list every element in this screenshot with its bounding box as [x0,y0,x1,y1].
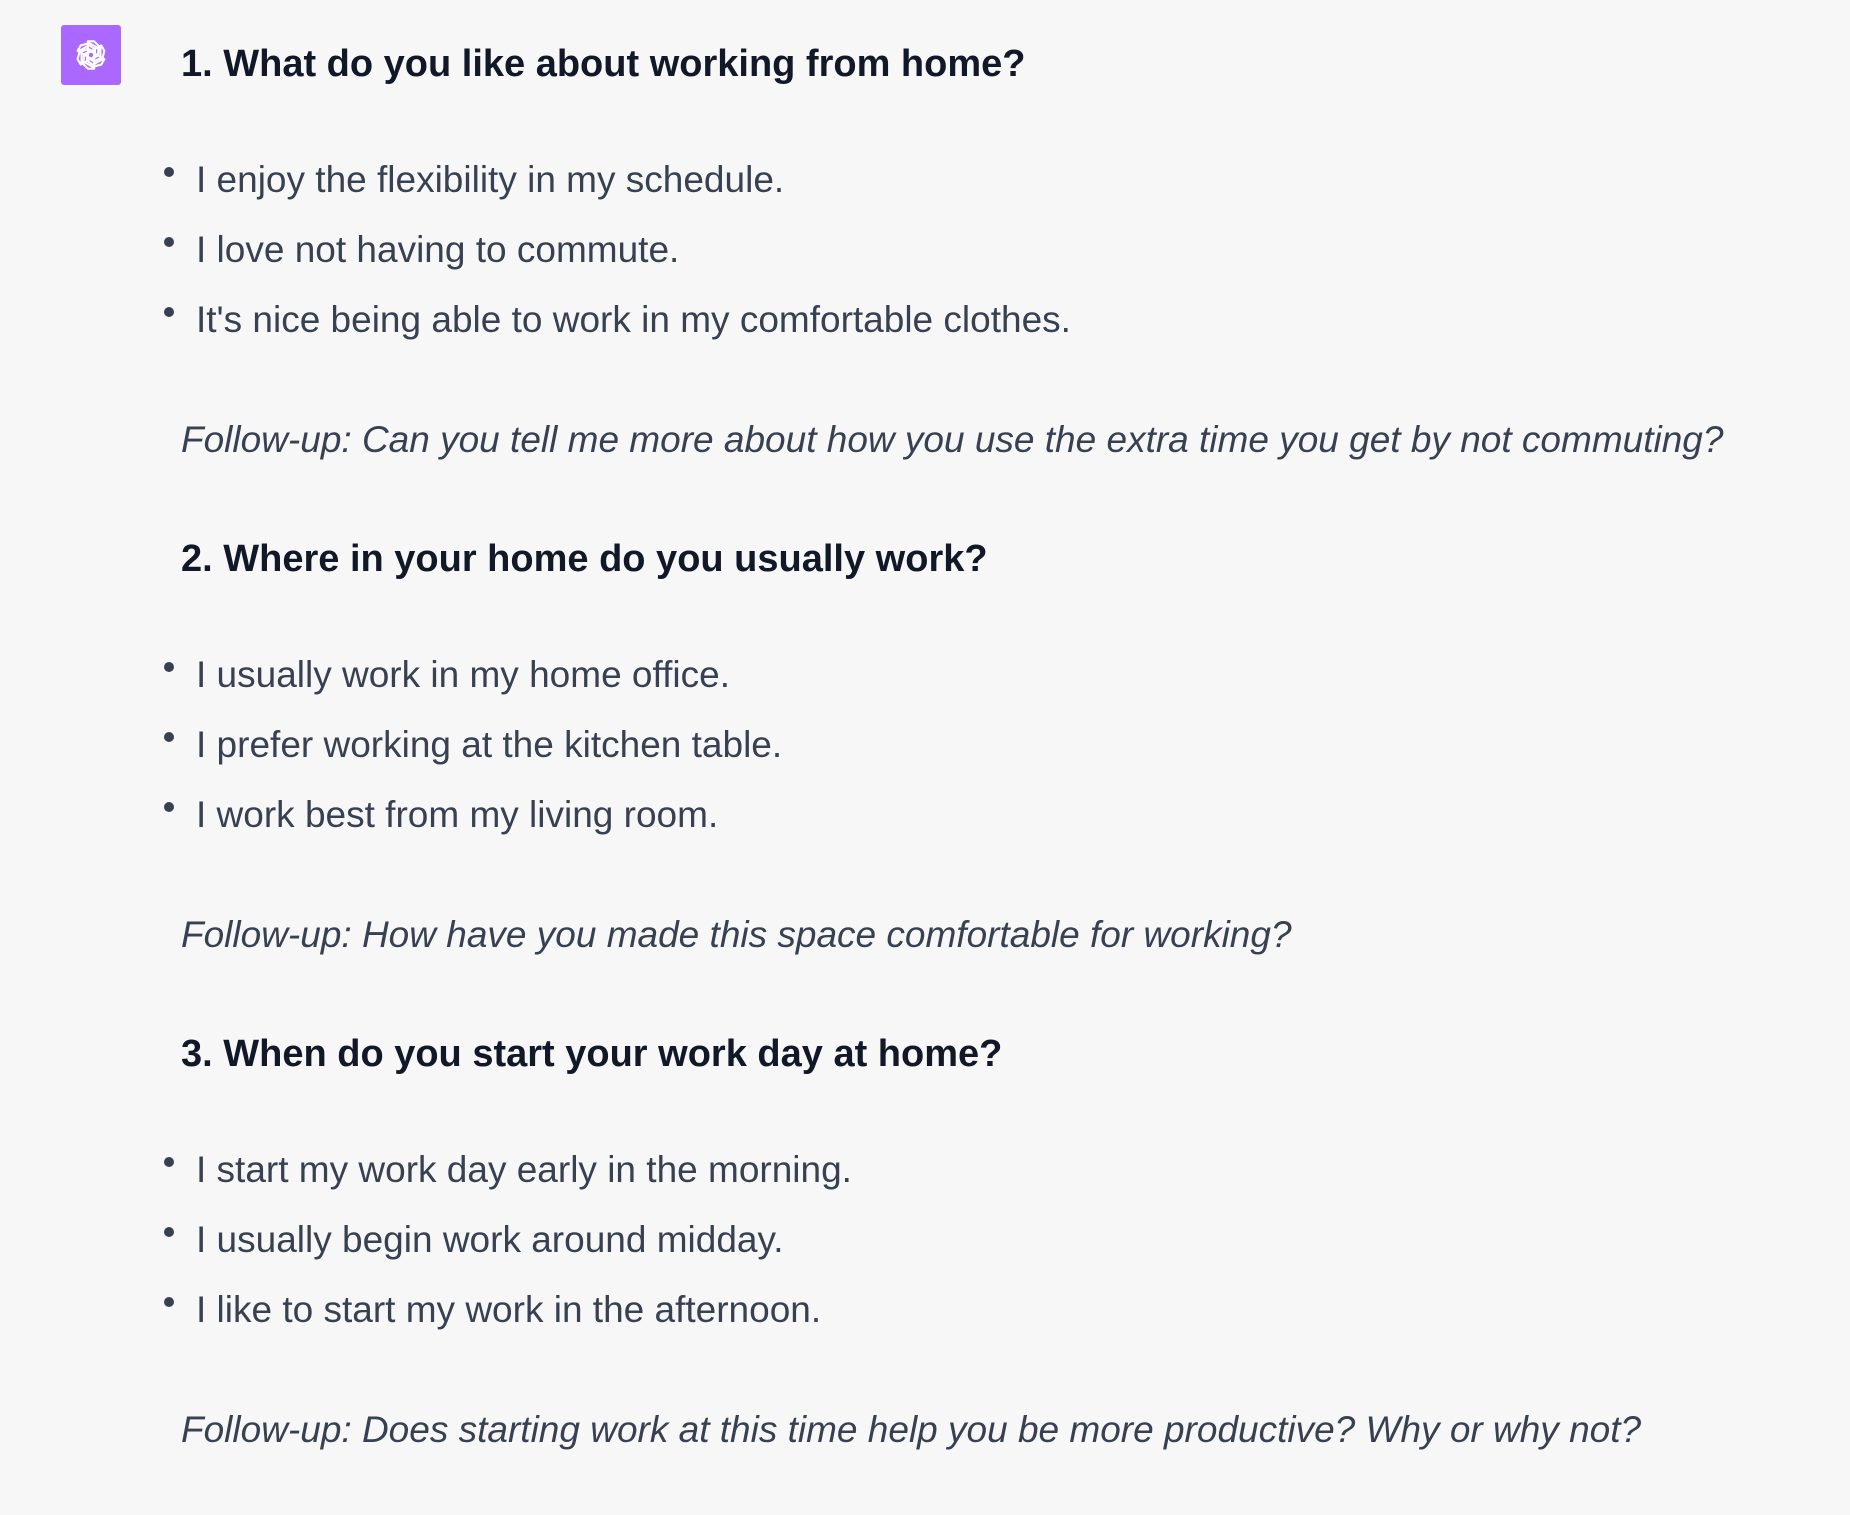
followup-text: Follow-up: Can you tell me more about how you use the extra time you get by not commuting? [181,419,1724,460]
question-heading: 2. Where in your home do you usually work? [181,538,988,580]
bullet-icon [164,237,174,247]
bullet-icon [164,1157,174,1167]
answer-item [181,1275,1841,1345]
bullet-icon [164,167,174,177]
bullet-icon [164,732,174,742]
bullet-icon [164,1227,174,1237]
answer-text: I prefer working at the kitchen table. [196,724,783,765]
answer-item [181,1135,1841,1205]
answer-item [181,215,1841,285]
bullet-icon [164,662,174,672]
answer-text: It's nice being able to work in my comfortable clothes. [196,299,1071,340]
answer-item [181,285,1841,355]
bullet-icon [164,802,174,812]
answer-list [181,1135,1841,1345]
question-section [181,525,1841,970]
answer-text: I work best from my living room. [196,794,719,835]
answer-item [181,145,1841,215]
answer-list [181,640,1841,850]
question-heading: 1. What do you like about working from home? [181,43,1026,85]
question-section [181,1020,1841,1465]
question-section [181,30,1841,475]
followup-text: Follow-up: Does starting work at this time help you be more productive? Why or why not? [181,1409,1642,1450]
answer-text: I usually work in my home office. [196,654,730,695]
answer-item [181,640,1841,710]
openai-logo-icon [70,34,112,76]
answer-text: I start my work day early in the morning. [196,1149,852,1190]
answer-text: I usually begin work around midday. [196,1219,784,1260]
answer-text: I love not having to commute. [196,229,680,270]
answer-item [181,710,1841,780]
answer-item [181,780,1841,850]
answer-list [181,145,1841,355]
bullet-icon [164,1297,174,1307]
answer-text: I enjoy the flexibility in my schedule. [196,159,785,200]
question-heading: 3. When do you start your work day at home? [181,1033,1003,1075]
answer-text: I like to start my work in the afternoon. [196,1289,822,1330]
assistant-avatar [61,25,121,85]
bullet-icon [164,307,174,317]
answer-item [181,1205,1841,1275]
followup-text: Follow-up: How have you made this space comfortable for working? [181,914,1292,955]
assistant-message [181,30,1841,1515]
